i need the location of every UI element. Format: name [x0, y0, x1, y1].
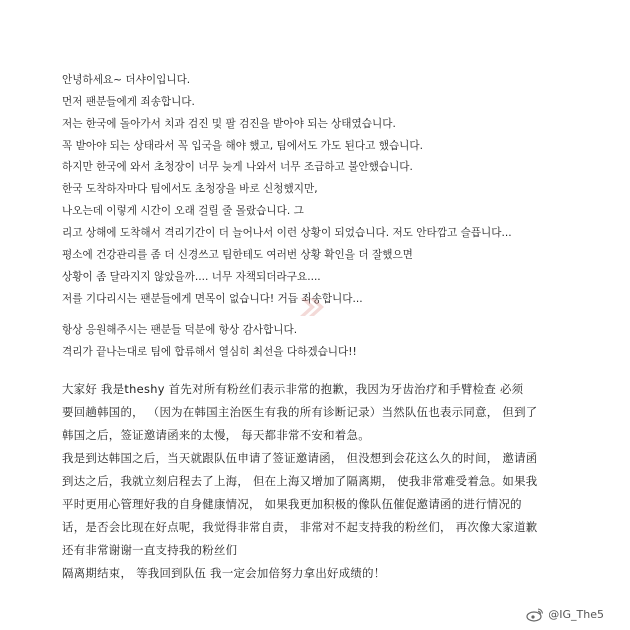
chinese-line-7: 话，是否会比现在好点呢，我觉得非常自责， 非常对不起支持我的粉丝们， 再次像大家道歉 — [62, 520, 538, 534]
korean-line-1: 안녕하세요~ 더샤이입니다. — [62, 74, 191, 86]
weibo-watermark — [526, 607, 604, 622]
korean-line-12: 항상 응원해주시는 팬분들 덕분에 항상 감사합니다. — [62, 324, 298, 336]
korean-line-13: 격리가 끝나는대로 팀에 합류해서 열심히 최선을 다하겠습니다!! — [62, 346, 357, 358]
chinese-line-9: 隔离期结束， 等我回到队伍 我一定会加倍努力拿出好成绩的！ — [62, 566, 386, 580]
chinese-line-4: 我是到达韩国之后，当天就跟队伍申请了签证邀请函， 但没想到会花这么久的时间， 邀请函 — [62, 451, 538, 465]
korean-line-7: 나오는데 이렇게 시간이 오래 걸릴 줄 몰랐습니다. 그 — [62, 205, 304, 217]
watermark-logo-icon — [296, 292, 326, 322]
chinese-line-8: 还有非常谢谢一直支持我的粉丝们 — [62, 543, 238, 557]
korean-line-11: 저를 기다리시는 팬분들에게 면목이 없습니다! 거듭 죄송합니다... — [62, 293, 363, 305]
korean-line-10: 상황이 좀 달라지지 않았을까.... 너무 자책되더라구요.... — [62, 271, 321, 283]
korean-line-3: 저는 한국에 돌아가서 치과 검진 및 팔 검진을 받아야 되는 상태였습니다. — [62, 118, 396, 130]
chinese-line-2: 要回趟韩国的， （因为在韩国主治医生有我的所有诊断记录）当然队伍也表示同意， 但到了 — [62, 405, 538, 419]
korean-line-9: 평소에 건강관리를 좀 더 신경쓰고 팀한테도 여러번 상황 확인을 더 잘했으면 — [62, 249, 413, 261]
chinese-line-1: 大家好 我是theshy 首先对所有粉丝们表示非常的抱歉，我因为牙齿治疗和手臂检查 必须 — [62, 382, 524, 396]
korean-line-4: 꼭 받아야 되는 상태라서 꼭 입국을 해야 했고, 팀에서도 가도 된다고 했습니다. — [62, 140, 424, 152]
korean-line-2: 먼저 팬분들에게 죄송합니다. — [62, 96, 195, 108]
korean-line-6: 한국 도착하자마다 팀에서도 초청장을 바로 신청했지만, — [62, 183, 318, 195]
weibo-icon — [526, 607, 544, 622]
chinese-line-5: 到达之后，我就立刻启程去了上海， 但在上海又增加了隔离期， 使我非常难受着急。如果我 — [62, 474, 538, 488]
chinese-line-3: 韩国之后，签证邀请函来的太慢， 每天都非常不安和着急。 — [62, 428, 370, 442]
chinese-line-6: 平时更用心管理好我的自身健康情况， 如果我更加积极的像队伍催促邀请函的进行情况的 — [62, 497, 522, 511]
korean-line-8: 리고 상해에 도착해서 격리기간이 더 늘어나서 이런 상황이 되었습니다. 저도 안타깝고 슬픕니다... — [62, 227, 512, 239]
weibo-handle: @IG_The5 — [548, 608, 604, 621]
korean-line-5: 하지만 한국에 와서 초청장이 너무 늦게 나와서 너무 조급하고 불안했습니다. — [62, 161, 413, 173]
